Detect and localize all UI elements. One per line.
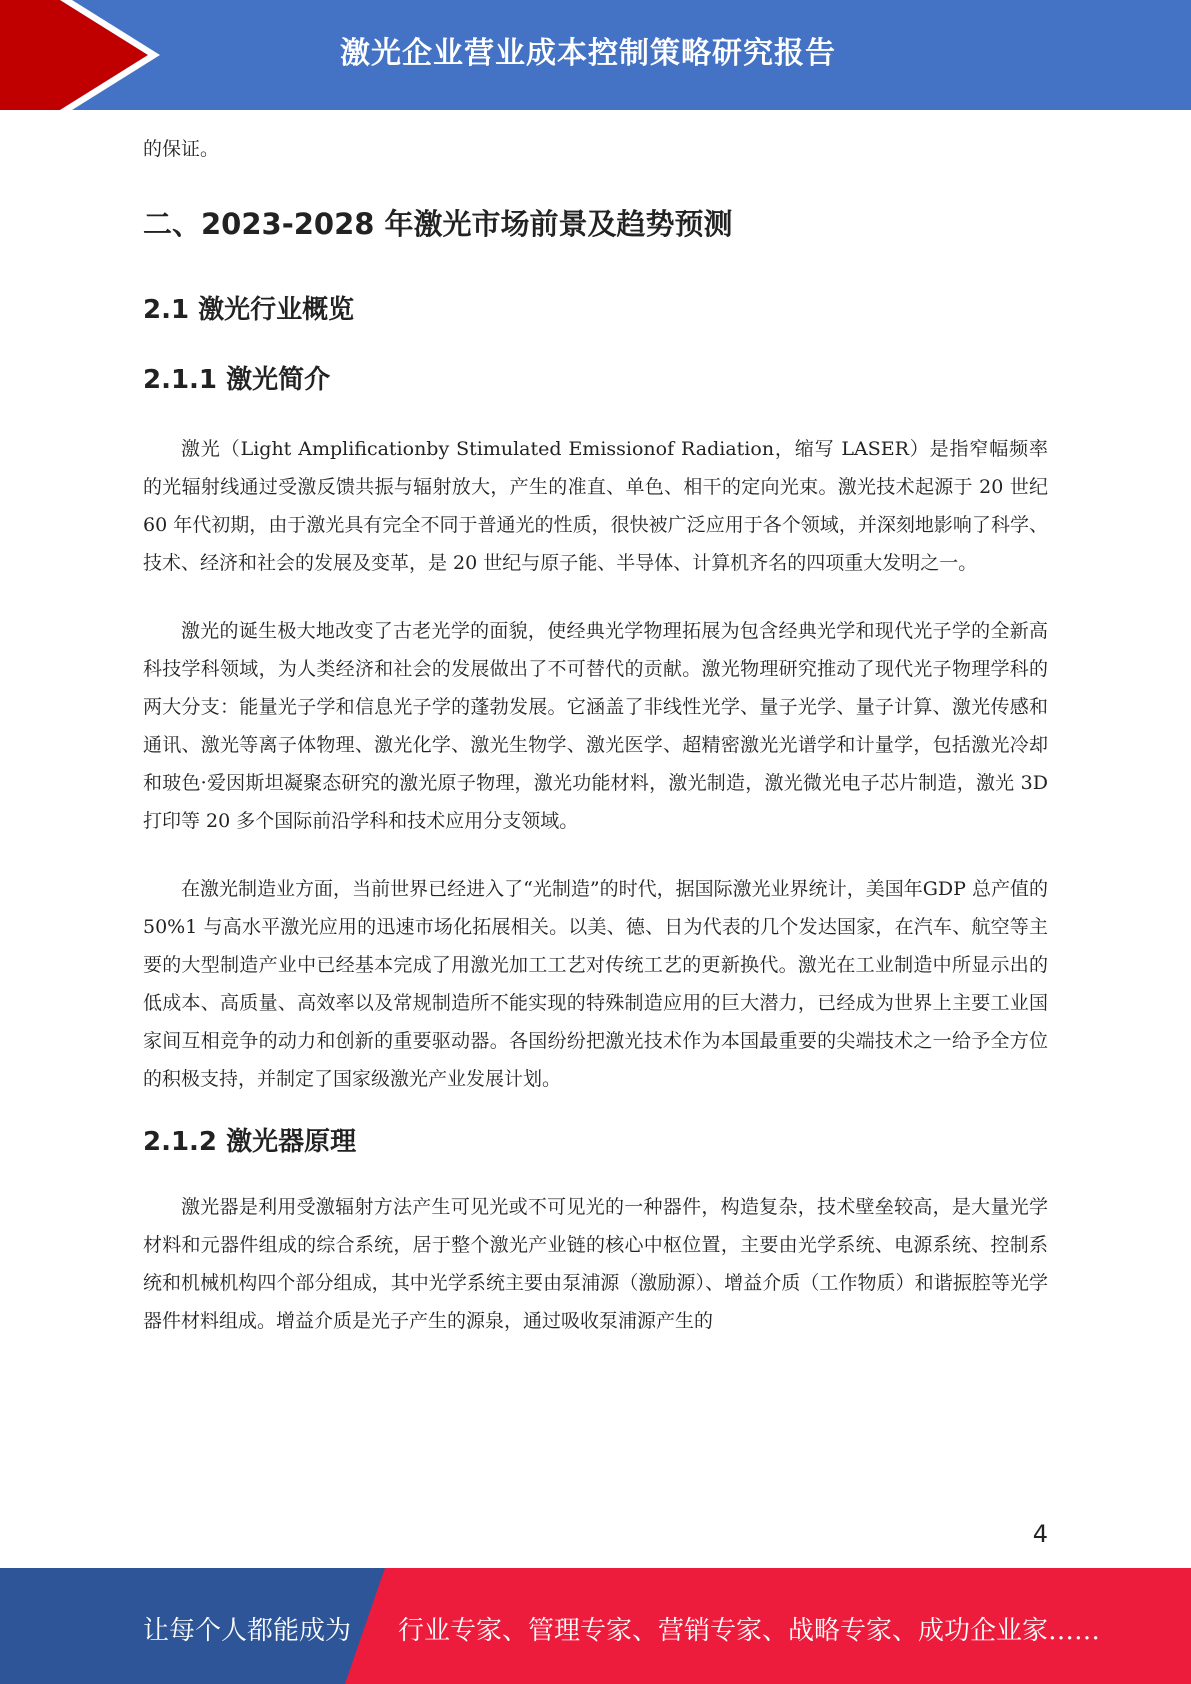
paragraph-3: 在激光制造业方面，当前世界已经进入了“光制造”的时代，据国际激光业界统计，美国年GDP 总产值的 50%1 与高水平激光应用的迅速市场化拓展相关。以美、德、日为代表的几个发达国家，在汽车、航空等主要的大型制造产业中已经基本完成了用激光加工工艺对传统工艺的更新换代。激光在工业制造中所显示出的低成本、高质量、高效率以及常规制造所不能实现的特殊制造应用的巨大潜力，已经成为世界上主要工业国家间互相竞争的动力和创新的重要驱动器。各国纷纷把激光技术作为本国最重要的尖端技术之一给予全方位的积极支持，并制定了国家级激光产业发展计划。 [143,878,1048,1090]
page-number: 4 [1032,1520,1048,1548]
footer-slogan-right: 行业专家、管理专家、营销专家、战略专家、成功企业家…… [398,1616,1101,1646]
subsection-title: 2.1 激光行业概览 [143,295,355,325]
lead-text: 的保证。 [143,138,220,160]
page-footer [0,1568,1191,1684]
page-body [143,130,1048,1340]
page-header [0,0,1191,110]
report-title: 激光企业营业成本控制策略研究报告 [340,36,836,71]
subsubsection-title-principle: 2.1.2 激光器原理 [143,1127,357,1157]
footer-slogan-left: 让每个人都能成为 [143,1616,352,1646]
paragraph-1: 激光（Light Amplificationby Stimulated Emissionof Radiation，缩写 LASER）是指窄幅频率的光辐射线通过受激反馈共振与辐射放大，产生的准直、单色、相干的定向光束。激光技术起源于 20 世纪 60 年代初期，由于激光具有完全不同于普通光的性质，很快被广泛应用于各个领域，并深刻地影响了科学、技术、经济和社会的发展及变革，是 20 世纪与原子能、半导体、计算机齐名的四项重大发明之一。 [143,438,1048,574]
paragraph-4: 激光器是利用受激辐射方法产生可见光或不可见光的一种器件，构造复杂，技术壁垒较高，是大量光学材料和元器件组成的综合系统，居于整个激光产业链的核心中枢位置，主要由光学系统、电源系统、控制系统和机械机构四个部分组成，其中光学系统主要由泵浦源（激励源）、增益介质（工作物质）和谐振腔等光学器件材料组成。增益介质是光子产生的源泉，通过吸收泵浦源产生的 [143,1196,1048,1332]
paragraph-2: 激光的诞生极大地改变了古老光学的面貌，使经典光学物理拓展为包含经典光学和现代光子学的全新高科技学科领域，为人类经济和社会的发展做出了不可替代的贡献。激光物理研究推动了现代光子物理学科的两大分支：能量光子学和信息光子学的蓬勃发展。它涵盖了非线性光学、量子光学、量子计算、激光传感和通讯、激光等离子体物理、激光化学、激光生物学、激光医学、超精密激光光谱学和计量学，包括激光冷却和玻色·爱因斯坦凝聚态研究的激光原子物理，激光功能材料，激光制造，激光微光电子芯片制造，激光 3D 打印等 20 多个国际前沿学科和技术应用分支领域。 [143,620,1048,832]
section-title: 二、2023-2028 年激光市场前景及趋势预测 [143,207,733,241]
subsubsection-title-intro: 2.1.1 激光简介 [143,365,331,395]
